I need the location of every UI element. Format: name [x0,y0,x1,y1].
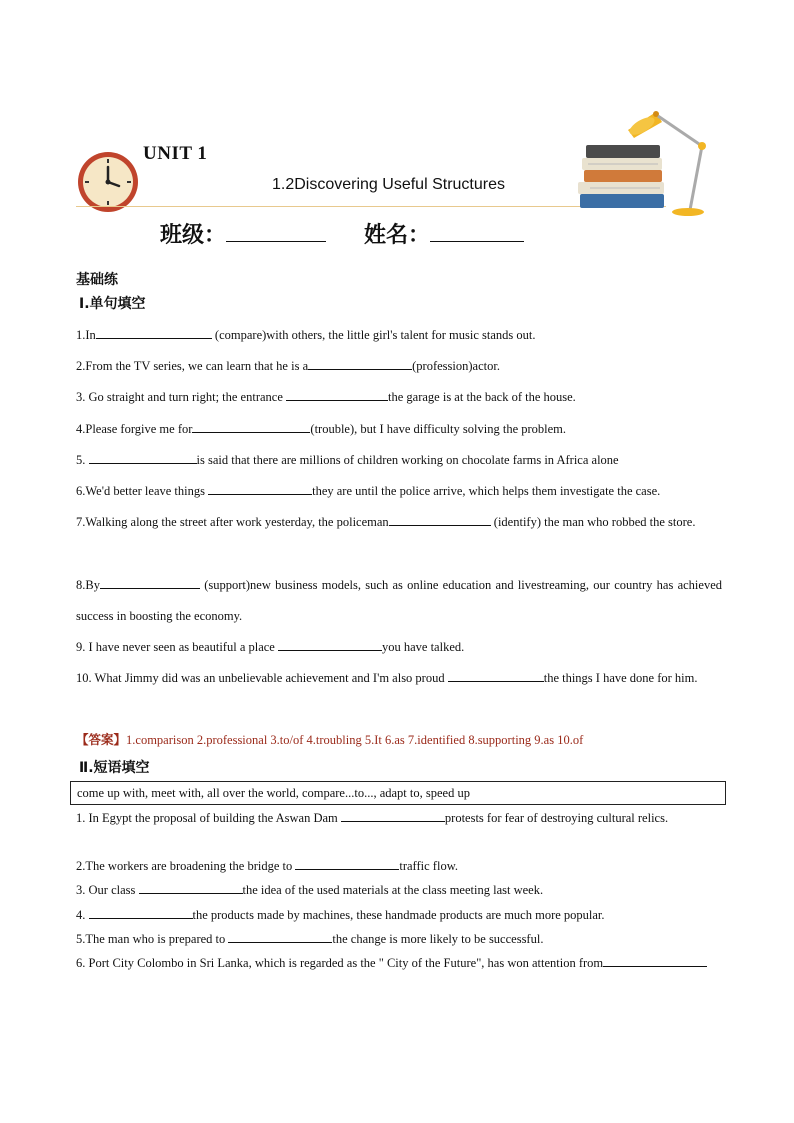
class-label: 班级： [160,223,227,248]
name-blank[interactable] [430,223,524,242]
part1-title: Ⅰ.单句填空 [79,296,146,312]
answer-blank[interactable] [286,388,388,401]
phrase-question-3: 3. Our class the idea of the used materials at the class meeting last week. [76,883,544,897]
answer-blank[interactable] [228,930,332,943]
question-3: 3. Go straight and turn right; the entrance the garage is at the back of the house. [76,390,576,404]
unit-title: UNIT 1 [143,143,208,164]
phrase-question-2: 2.The workers are broadening the bridge to traffic flow. [76,859,459,873]
section-basic: 基础练 [76,272,118,288]
clock-icon [76,150,140,214]
answer-blank[interactable] [208,482,312,495]
answer-blank[interactable] [96,326,212,339]
books-lamp-illustration [570,98,715,220]
answer-blank[interactable] [448,669,544,682]
answer-blank[interactable] [295,857,399,870]
question-10: 10. What Jimmy did was an unbelievable achievement and I'm also proud the things I have done for him. [76,671,698,685]
phrase-question-5: 5.The man who is prepared to the change is more likely to be successful. [76,932,544,946]
answer-key [76,730,583,748]
phrase-bank: come up with, meet with, all over the world, compare...to..., adapt to, speed up [70,781,726,805]
answer-blank[interactable] [389,513,491,526]
part2-title: Ⅱ.短语填空 [79,760,150,776]
question-7: 7.Walking along the street after work yesterday, the policeman (identify) the man who robbed the store. [76,515,696,529]
question-1: 1.In (compare)with others, the little girl's talent for music stands out. [76,328,536,342]
question-9: 9. I have never seen as beautiful a place you have talked. [76,640,465,654]
question-4: 4.Please forgive me for (trouble), but I have difficulty solving the problem. [76,422,567,436]
answer-blank[interactable] [139,881,243,894]
answer-blank[interactable] [100,576,200,589]
phrase-question-6: 6. Port City Colombo in Sri Lanka, which is regarded as the " City of the Future", has won attention from [76,951,722,975]
question-8: 8.By (support)new business models, such as online education and livestreaming, our country has achieved success in boosting the economy. [76,578,722,623]
lesson-subtitle: 1.2Discovering Useful Structures [272,176,505,193]
phrase-question-1: 1. In Egypt the proposal of building the Aswan Dam protests for fear of destroying cultural relics. [76,811,669,825]
answer-blank[interactable] [603,954,707,967]
student-info-row [160,218,524,249]
answer-blank[interactable] [341,809,445,822]
class-blank[interactable] [226,223,326,242]
question-2: 2.From the TV series, we can learn that he is a (profession)actor. [76,359,500,373]
question-5: 5. is said that there are millions of children working on chocolate farms in Africa alone [76,453,619,467]
answer-blank[interactable] [278,638,382,651]
answer-blank[interactable] [89,451,197,464]
answer-blank[interactable] [192,420,310,433]
question-6: 6.We'd better leave things they are until the police arrive, which helps them investigate the case. [76,484,661,498]
answer-label: 【答案】 [76,733,127,747]
name-label: 姓名： [364,223,431,248]
phrase-question-4: 4. the products made by machines, these handmade products are much more popular. [76,908,605,922]
answer-blank[interactable] [308,357,412,370]
answer-blank[interactable] [89,906,193,919]
answer-list: 1.comparison 2.professional 3.to/of 4.troubling 5.It 6.as 7.identified 8.supporting 9.as 10.of [126,733,584,747]
